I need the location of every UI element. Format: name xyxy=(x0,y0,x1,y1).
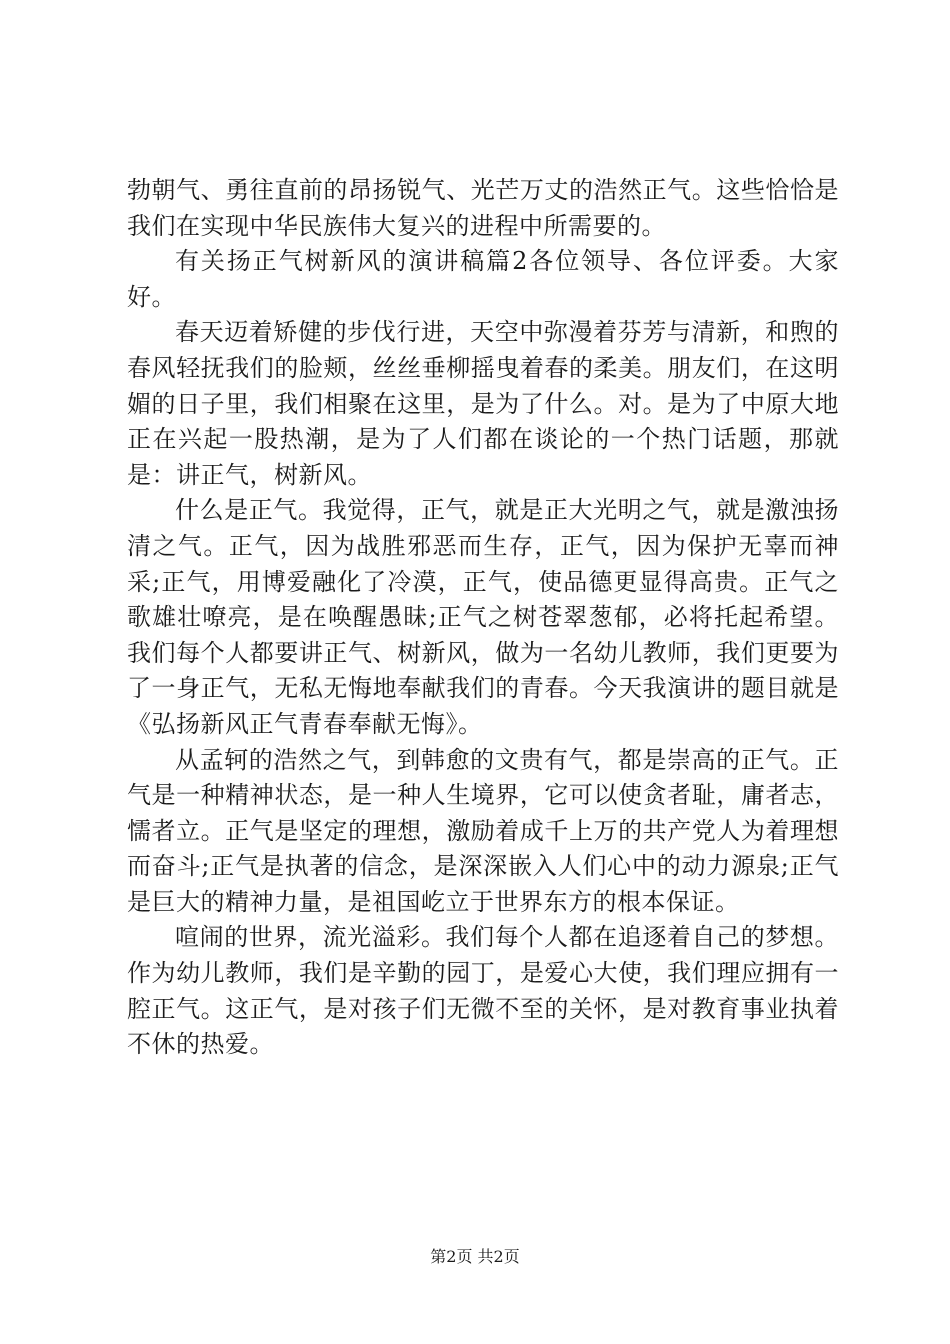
paragraph-5: 从孟轲的浩然之气，到韩愈的文贵有气，都是崇高的正气。正气是一种精神状态，是一种人生境界，它可以使贪者耻，庸者志，懦者立。正气是坚定的理想，激励着成千上万的共产党人为着理想而奋斗;正气是执著的信念，是深深嵌入人们心中的动力源泉;正气是巨大的精神力量，是祖国屹立于世界东方的根本保证。 xyxy=(127,745,839,916)
paragraph-4: 什么是正气。我觉得，正气，就是正大光明之气，就是激浊扬清之气。正气，因为战胜邪恶而生存，正气，因为保护无辜而神采;正气，用博爱融化了冷漠，正气，使品德更显得高贵。正气之歌雄壮嘹亮，是在唤醒愚昧;正气之树苍翠葱郁，必将托起希望。我们每个人都要讲正气、树新风，做为一名幼儿教师，我们更要为了一身正气，无私无悔地奉献我们的青春。今天我演讲的题目就是《弘扬新风正气青春奉献无悔》。 xyxy=(127,496,839,738)
paragraph-2: 有关扬正气树新风的演讲稿篇2各位领导、各位评委。大家好。 xyxy=(127,247,839,311)
paragraph-3: 春天迈着矫健的步伐行进，天空中弥漫着芬芳与清新，和煦的春风轻抚我们的脸颊，丝丝垂柳摇曳着春的柔美。朋友们，在这明媚的日子里，我们相聚在这里，是为了什么。对。是为了中原大地正在兴起一股热潮，是为了人们都在谈论的一个热门话题，那就是：讲正气，树新风。 xyxy=(127,318,839,489)
page-number-footer: 第2页 共2页 xyxy=(430,1247,520,1266)
document-body xyxy=(127,173,839,1063)
paragraph-1: 勃朝气、勇往直前的昂扬锐气、光芒万丈的浩然正气。这些恰恰是我们在实现中华民族伟大复兴的进程中所需要的。 xyxy=(127,176,839,240)
paragraph-6: 喧闹的世界，流光溢彩。我们每个人都在追逐着自己的梦想。作为幼儿教师，我们是辛勤的园丁，是爱心大使，我们理应拥有一腔正气。这正气，是对孩子们无微不至的关怀，是对教育事业执着不休的热爱。 xyxy=(127,923,839,1059)
